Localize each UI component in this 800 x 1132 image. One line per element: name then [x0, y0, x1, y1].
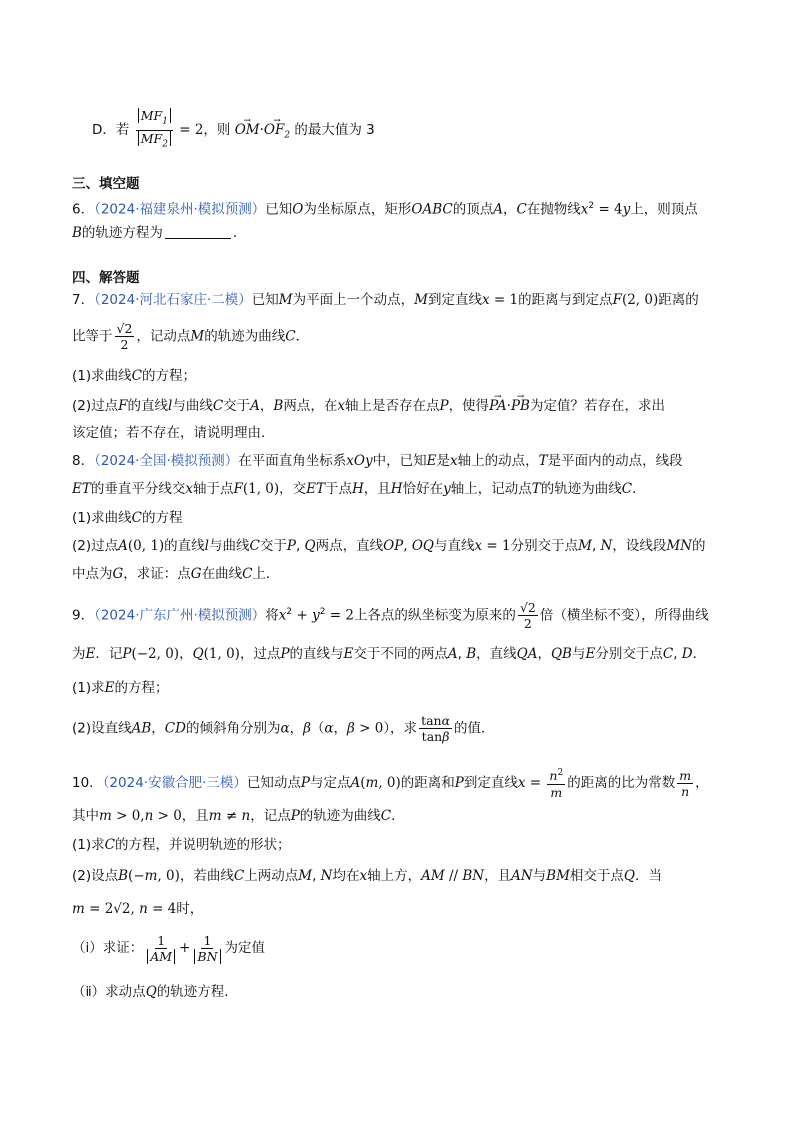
question-8-part1: (1)求曲线C的方程: [72, 510, 183, 526]
question-9-part2: (2)设直线AB，CD的倾斜角分别为α，β（α，β > 0），求 $\frac{\tan\alpha}{\tan\beta}$ 的值．: [72, 713, 495, 744]
option-d: D．若 $\frac{MF_1}{MF_2}$ = 2，则 OM $\to\cdot OF_2$ → 的最大值为 3: [92, 108, 375, 152]
question-7-part1: (1)求曲线C的方程；: [72, 368, 196, 384]
question-6-line2: B的轨迹方程为 ．: [72, 225, 247, 241]
question-8-part2: (2)过点A(0, 1)的直线l与曲线C交于P, Q两点，直线OP, OQ与直线x = 1分别交于点M, N，设线段MN的: [72, 538, 706, 554]
question-10-sub-i: （ⅰ）求证： $\frac{1}{AM}$ + $\frac{1}{BN}$ 为定值: [72, 932, 266, 964]
q7-source[interactable]: （2024·河北石家庄·二模）: [94, 292, 252, 308]
question-6: 6．（2024·福建泉州·模拟预测）已知O为坐标原点，矩形OABC的顶点A，C在抛物线$x^2 = 4y$上，则顶点: [72, 201, 698, 218]
section-fill-in-heading: 三、填空题: [72, 176, 140, 192]
question-9-part1: (1)求E的方程；: [72, 680, 169, 696]
question-10-part1: (1)求C的方程，并说明轨迹的形状；: [72, 837, 291, 853]
question-10: 10．（2024·安徽合肥·三模）已知动点P与定点A(m, 0)的距离和P到定直线x = $\frac{n^2}{m}$ 的距离的比为常数 $\frac{m}{n}$ ，: [72, 767, 709, 800]
ratio-fraction: $\frac{MF_1}{MF_2}$: [136, 108, 173, 152]
question-8-line2: ET的垂直平分线交x轴于点F(1, 0)，交ET于点H，且H恰好在y轴上，记动点T的轨迹为曲线C．: [72, 481, 646, 497]
q8-source[interactable]: （2024·全国·模拟预测）: [94, 453, 239, 469]
question-8: 8．（2024·全国·模拟预测）在平面直角坐标系xOy中，已知E是x轴上的动点，T是平面内的动点，线段: [72, 453, 683, 469]
question-10-sub-ii: （ⅱ）求动点Q的轨迹方程．: [72, 984, 238, 1000]
question-10-condition: m = 2√2, n = 4时，: [72, 901, 204, 917]
question-7: 7．（2024·河北石家庄·二模）已知M为平面上一个动点，M到定直线x = 1的距离与到定点F(2, 0)距离的: [72, 292, 699, 308]
question-7-line2: 比等于 $\frac{√2}{2}$ ，记动点M的轨迹为曲线C．: [72, 321, 310, 352]
question-10-line2: 其中m > 0,n > 0，且m ≠ n，记点P的轨迹为曲线C．: [72, 808, 405, 824]
q9-source[interactable]: （2024·广东广州·模拟预测）: [94, 607, 266, 624]
question-7-part2-cont: 该定值；若不存在，请说明理由．: [72, 425, 275, 441]
option-d-label: D．若: [92, 122, 130, 138]
question-10-part2: (2)设点B(−m, 0)，若曲线C上两动点M, N均在x轴上方，AM // BN，且AN与BM相交于点Q．当: [72, 868, 662, 884]
question-9-line2: 为E．记P(−2, 0)，Q(1, 0)，过点P的直线与E交于不同的两点A, B，直线QA，QB与E分别交于点C, D．: [72, 646, 707, 662]
answer-blank[interactable]: [165, 238, 231, 239]
question-7-part2: (2)过点F的直线l与曲线C交于A，B两点，在x轴上是否存在点P，使得PA →·PB →为定值？若存在，求出: [72, 396, 665, 416]
q6-source[interactable]: （2024·福建泉州·模拟预测）: [94, 201, 266, 218]
section-solution-heading: 四、解答题: [72, 270, 140, 286]
question-9: 9．（2024·广东广州·模拟预测）将$x^2 + y^2 = 2$上各点的纵坐标变为原来的 $\frac{√2}{2}$ 倍（横坐标不变），所得曲线: [72, 600, 709, 631]
question-8-part2-cont: 中点为G，求证：点G在曲线C上．: [72, 566, 280, 582]
q10-source[interactable]: （2024·安徽合肥·三模）: [102, 775, 247, 791]
